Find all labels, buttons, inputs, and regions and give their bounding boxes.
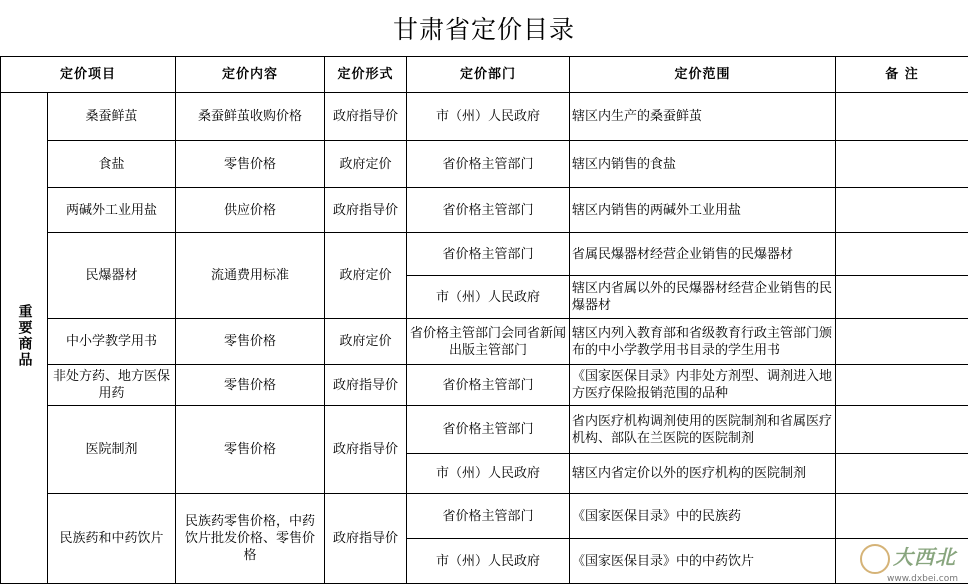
item-cell: 食盐: [48, 141, 176, 188]
scope-cell: 辖区内销售的两碱外工业用盐: [570, 188, 836, 233]
table-row: [1, 319, 968, 365]
table-row: [1, 494, 968, 539]
note-cell: [836, 494, 968, 539]
item-cell: 医院制剂: [48, 406, 176, 494]
header-form: 定价形式: [325, 57, 407, 93]
dept-cell: 省价格主管部门: [407, 188, 570, 233]
dept-cell: 省价格主管部门: [407, 141, 570, 188]
note-cell: [836, 93, 968, 141]
table-row: [1, 93, 968, 141]
dept-cell: 省价格主管部门: [407, 406, 570, 454]
form-cell: 政府指导价: [325, 406, 407, 494]
content-cell: 零售价格: [176, 365, 325, 406]
content-cell: 零售价格: [176, 319, 325, 365]
content-cell: 供应价格: [176, 188, 325, 233]
note-cell: [836, 319, 968, 365]
form-cell: 政府指导价: [325, 188, 407, 233]
dept-cell: 市（州）人民政府: [407, 276, 570, 319]
content-cell: 桑蚕鲜茧收购价格: [176, 93, 325, 141]
item-cell: 民爆器材: [48, 233, 176, 319]
table-row: [1, 233, 968, 276]
note-cell: [836, 141, 968, 188]
header-content: 定价内容: [176, 57, 325, 93]
scope-cell: 辖区内列入教育部和省级教育行政主管部门颁布的中小学教学用书目录的学生用书: [570, 319, 836, 365]
dept-cell: 省价格主管部门会同省新闻出版主管部门: [407, 319, 570, 365]
header-scope: 定价范围: [570, 57, 836, 93]
note-cell: [836, 188, 968, 233]
form-cell: 政府定价: [325, 141, 407, 188]
price-catalog-table: [0, 56, 968, 584]
scope-cell: 省内医疗机构调剂使用的医院制剂和省属医疗机构、部队在兰医院的医院制剂: [570, 406, 836, 454]
note-cell: [836, 406, 968, 454]
watermark-brand: 大西北: [893, 545, 956, 569]
content-cell: 流通费用标准: [176, 233, 325, 319]
note-cell: [836, 454, 968, 494]
dept-cell: 市（州）人民政府: [407, 93, 570, 141]
item-cell: 中小学教学用书: [48, 319, 176, 365]
item-cell: 桑蚕鲜茧: [48, 93, 176, 141]
header-item: 定价项目: [1, 57, 176, 93]
header-note: 备 注: [836, 57, 968, 93]
note-cell: [836, 539, 968, 584]
scope-cell: 《国家医保目录》内非处方剂型、调剂进入地方医疗保险报销范围的品种: [570, 365, 836, 406]
header-row: [1, 57, 968, 93]
scope-cell: 辖区内省定价以外的医疗机构的医院制剂: [570, 454, 836, 494]
item-cell: 非处方药、地方医保用药: [48, 365, 176, 406]
table-row: [1, 406, 968, 454]
dept-cell: 省价格主管部门: [407, 365, 570, 406]
scope-cell: 《国家医保目录》中的中药饮片: [570, 539, 836, 584]
form-cell: 政府指导价: [325, 494, 407, 584]
table-row: [1, 141, 968, 188]
category-cell: [1, 93, 48, 584]
page-title: 甘肃省定价目录: [392, 15, 575, 44]
scope-cell: 辖区内销售的食盐: [570, 141, 836, 188]
note-cell: [836, 365, 968, 406]
dept-cell: 省价格主管部门: [407, 233, 570, 276]
dept-cell: 市（州）人民政府: [407, 539, 570, 584]
dept-cell: 市（州）人民政府: [407, 454, 570, 494]
content-cell: 零售价格: [176, 141, 325, 188]
table-row: [1, 365, 968, 406]
scope-cell: 省属民爆器材经营企业销售的民爆器材: [570, 233, 836, 276]
item-cell: 两碱外工业用盐: [48, 188, 176, 233]
content-cell: 民族药零售价格，中药饮片批发价格、零售价格: [176, 494, 325, 584]
dept-cell: 省价格主管部门: [407, 494, 570, 539]
table-row: [1, 188, 968, 233]
scope-cell: 辖区内生产的桑蚕鲜茧: [570, 93, 836, 141]
category-label: 重要商品: [16, 303, 33, 368]
item-cell: 民族药和中药饮片: [48, 494, 176, 584]
note-cell: [836, 233, 968, 276]
form-cell: 政府指导价: [325, 93, 407, 141]
note-cell: [836, 276, 968, 319]
form-cell: 政府指导价: [325, 365, 407, 406]
content-cell: 零售价格: [176, 406, 325, 494]
scope-cell: 辖区内省属以外的民爆器材经营企业销售的民爆器材: [570, 276, 836, 319]
watermark-url: www.dxbei.com: [887, 574, 958, 584]
form-cell: 政府定价: [325, 319, 407, 365]
scope-cell: 《国家医保目录》中的民族药: [570, 494, 836, 539]
header-dept: 定价部门: [407, 57, 570, 93]
form-cell: 政府定价: [325, 233, 407, 319]
